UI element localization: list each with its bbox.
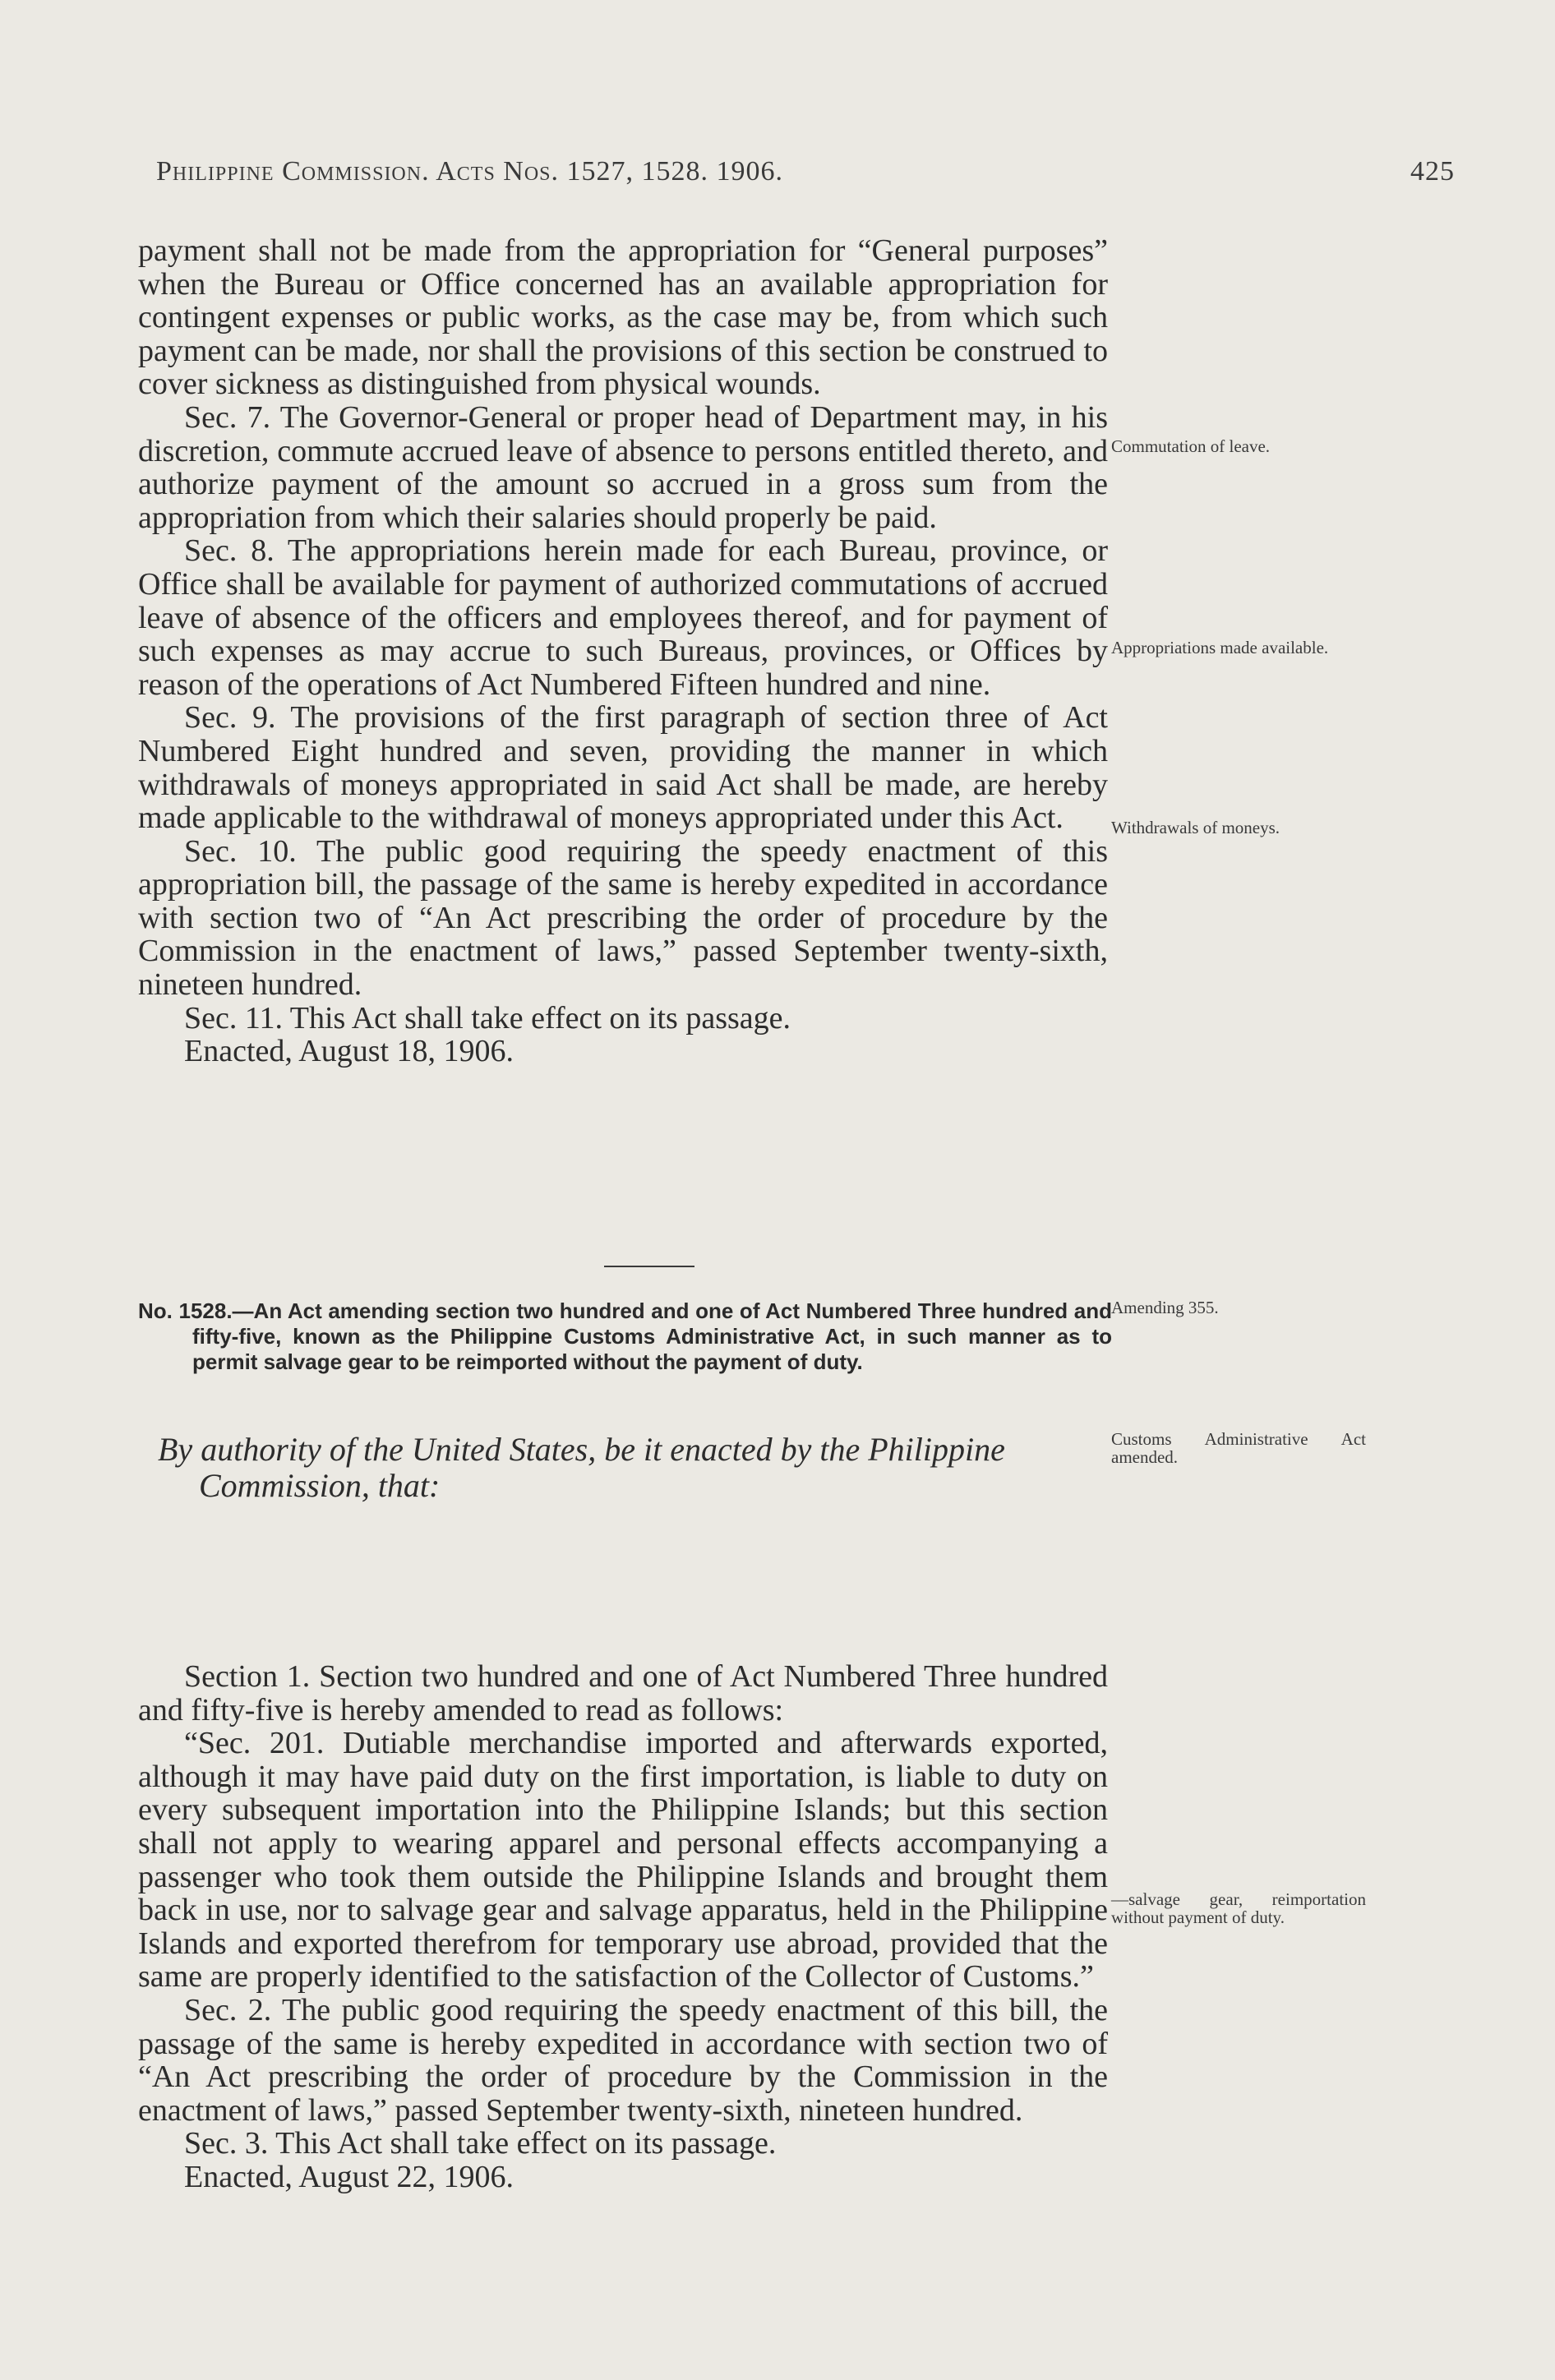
act-1528-heading (138, 1298, 1112, 1375)
paragraph-sec9: Sec. 9. The provisions of the first paragraph of section three of Act Numbered Eight hundred and seven, providing the manner in which withdrawals of moneys appropriated in said Act shall be made, are hereby made applicable to the withdrawal of moneys appropriated under this Act. (138, 700, 1108, 836)
act-1528-text (138, 1660, 1108, 2194)
paragraph-sec7: Sec. 7. The Governor-General or proper head of Department may, in his discretion, commute accrued leave of absence to persons entitled thereto, and authorize payment of the amount so accrued in a gross sum from the appropriation from which their salaries should properly be paid. (138, 399, 1108, 535)
enacting-clause: By authority of the United States, be it enacted by the Philippine Commission, that: (158, 1431, 1005, 1504)
running-head (156, 156, 1455, 197)
section-divider (604, 1266, 694, 1267)
page-number: 425 (1410, 156, 1455, 187)
paragraph-sec6-continuation: payment shall not be made from the appropriation for “General purposes” when the Bureau or Office concerned has an available appropriation for contingent expenses or public works, as the case may be, from which such payment can be made, nor shall the provisions of this section be construed to cover sickness as distinguished from physical wounds. (138, 233, 1108, 402)
paragraph-sec11: Sec. 11. This Act shall take effect on its passage. (184, 1000, 791, 1035)
paragraph-section1: Section 1. Section two hundred and one of Act Numbered Three hundred and fifty-five is hereby amended to read as follows: (138, 1659, 1108, 1727)
margin-note-appropriations: Appropriations made available. (1111, 638, 1329, 657)
paragraph-sec2: Sec. 2. The public good requiring the speedy enactment of this bill, the passage of the same is hereby expedited in accordance with section two of “An Act prescribing the order of procedure by the Commission in the enactment of laws,” passed September twenty-sixth, nineteen hundred. (138, 1992, 1108, 2128)
act-1528-title: No. 1528.—An Act amending section two hundred and one of Act Numbered Three hundred and fifty-five, known as the Philippine Customs Administrative Act, in such manner as to permit salvage gear to be reimported without the payment of duty. (138, 1298, 1112, 1374)
paragraph-sec10: Sec. 10. The public good requiring the speedy enactment of this appropriation bill, the passage of the same is hereby expedited in accordance with section two of “An Act prescribing the order of procedure by the Commission in the enactment of laws,” passed September twenty-sixth, nineteen hundred. (138, 833, 1108, 1003)
margin-note-salvage-gear: —salvage gear, reimportation without payment of duty. (1111, 1889, 1366, 1927)
margin-note-amending: Amending 355. (1111, 1298, 1219, 1317)
paragraph-sec8: Sec. 8. The appropriations herein made for each Bureau, province, or Office shall be available for payment of authorized commutations of accrued leave of absence of the officers and employees thereof, and for payment of such expenses as may accrue to such Bureaus, provinces, or Offices by reason of the operations of Act Numbered Fifteen hundred and nine. (138, 533, 1108, 702)
act-1527-text (138, 234, 1108, 1068)
paragraph-sec201: “Sec. 201. Dutiable merchandise imported and afterwards exported, although it may have paid duty on the first importation, is liable to duty on every subsequent importation into the Philippine Islands; but this section shall not apply to wearing apparel and personal effects accompanying a passenger who took them outside the Philippine Islands and brought them back in use, nor to salvage gear and salvage apparatus, held in the Philippine Islands and exported therefrom for temporary use abroad, provided that the same are properly identified to the satisfaction of the Collector of Customs.” (138, 1726, 1108, 1995)
paragraph-sec3: Sec. 3. This Act shall take effect on its passage. (184, 2126, 777, 2161)
margin-note-commutation: Commutation of leave. (1111, 436, 1271, 456)
margin-note-withdrawals: Withdrawals of moneys. (1111, 818, 1280, 837)
running-head-title: Philippine Commission. Acts Nos. 1527, 1528. 1906. (156, 156, 784, 187)
enacted-date-1528: Enacted, August 22, 1906. (184, 2159, 514, 2194)
margin-note-customs-act: Customs Administrative Act amended. (1111, 1429, 1366, 1467)
enacted-date-1527: Enacted, August 18, 1906. (184, 1034, 514, 1069)
